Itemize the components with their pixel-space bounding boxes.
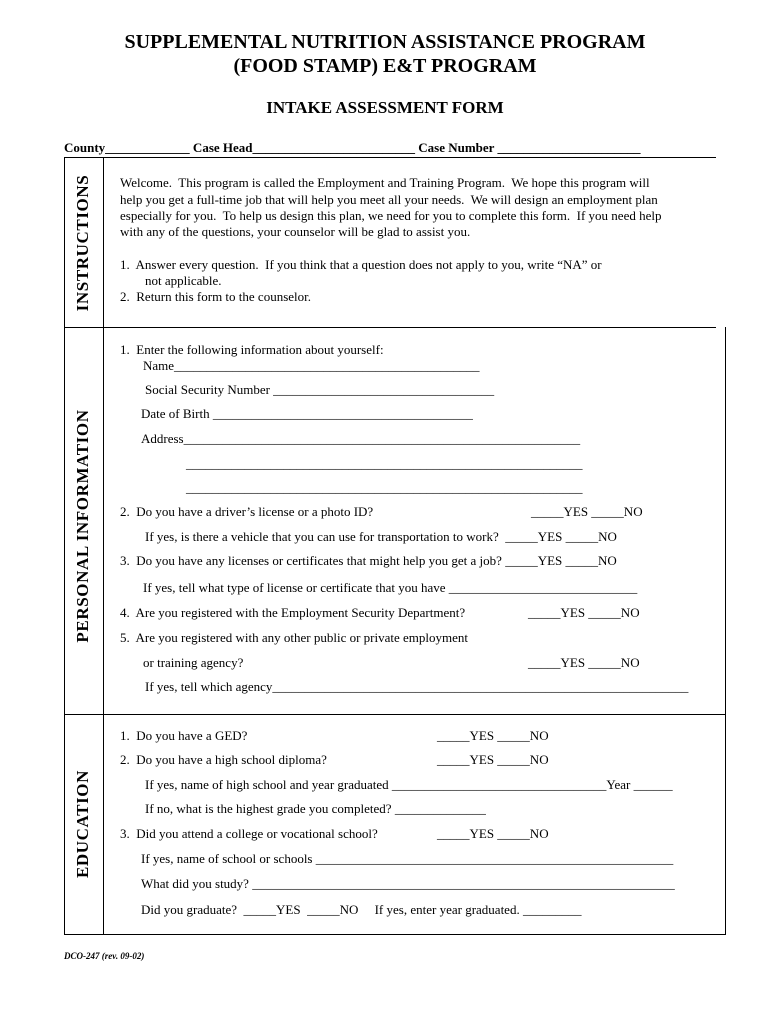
- personal-q4: 4. Are you registered with the Employment Security Department?: [120, 605, 466, 620]
- form-code: DCO-247 (rev. 09-02): [64, 951, 145, 961]
- top-rule: [64, 157, 716, 158]
- personal-divider: [103, 327, 104, 715]
- address-field-line-2[interactable]: _____________________________________________________________: [186, 456, 583, 471]
- title-line-1: SUPPLEMENTAL NUTRITION ASSISTANCE PROGRAM: [124, 31, 646, 53]
- personal-q3b[interactable]: If yes, tell what type of license or certificate that you have _____________________________: [143, 580, 638, 595]
- welcome-line-2: help you get a full-time job that will help you meet all your needs. We will design an employment plan: [120, 192, 658, 207]
- personal-q5: 5. Are you registered with any other public or private employment: [120, 630, 469, 645]
- personal-q5-answer[interactable]: _____YES _____NO: [528, 655, 640, 670]
- ssn-field[interactable]: Social Security Number __________________________________: [145, 382, 495, 397]
- personal-q1: 1. Enter the following information about yourself:: [120, 342, 384, 357]
- address-field-line-3[interactable]: _____________________________________________________________: [186, 480, 583, 495]
- address-field[interactable]: Address_____________________________________________________________: [141, 431, 581, 446]
- welcome-line-4: with any of the questions, your counselor will be glad to assist you.: [120, 224, 471, 239]
- education-q3-answer[interactable]: _____YES _____NO: [437, 826, 549, 841]
- instructions-label: INSTRUCTIONS: [73, 174, 92, 312]
- education-q2-answer[interactable]: _____YES _____NO: [437, 752, 549, 767]
- education-divider: [103, 714, 104, 934]
- instructions-left-border: [64, 157, 65, 327]
- title-line-2: (FOOD STAMP) E&T PROGRAM: [233, 55, 537, 77]
- welcome-line-1: Welcome. This program is called the Employment and Training Program. We hope this program will: [120, 175, 650, 190]
- education-q2c[interactable]: If no, what is the highest grade you completed? ______________: [145, 801, 486, 816]
- dob-field[interactable]: Date of Birth ________________________________________: [141, 406, 473, 421]
- personal-q2-answer[interactable]: _____YES _____NO: [531, 504, 643, 519]
- instruction-item-1: 1. Answer every question. If you think that a question does not apply to you, write “NA” or: [120, 257, 602, 272]
- personal-q2b[interactable]: If yes, is there a vehicle that you can use for transportation to work? _____YES _____NO: [145, 529, 617, 544]
- personal-information-label: PERSONAL INFORMATION: [73, 409, 92, 643]
- instruction-item-2: 2. Return this form to the counselor.: [120, 289, 312, 304]
- personal-q5-cont: or training agency?: [143, 655, 244, 670]
- instruction-item-1-cont: not applicable.: [145, 273, 222, 288]
- education-q2b[interactable]: If yes, name of high school and year graduated _________________________________Year ______: [145, 777, 673, 792]
- personal-q4-answer[interactable]: _____YES _____NO: [528, 605, 640, 620]
- education-q3: 3. Did you attend a college or vocational school?: [120, 826, 378, 841]
- welcome-line-3: especially for you. To help us design this plan, we need for you to complete this form. If you need help: [120, 208, 662, 223]
- instructions-divider: [103, 157, 104, 327]
- education-q3d[interactable]: Did you graduate? _____YES _____NO If yes, enter year graduated. _________: [141, 902, 582, 917]
- header-fields[interactable]: County_____________ Case Head_________________________ Case Number ______________________: [64, 140, 641, 155]
- education-q3b[interactable]: If yes, name of school or schools _______________________________________________________: [141, 851, 674, 866]
- personal-q2: 2. Do you have a driver’s license or a photo ID?: [120, 504, 374, 519]
- name-field[interactable]: Name_______________________________________________: [143, 358, 480, 373]
- education-label: EDUCATION: [73, 769, 92, 879]
- form-title: INTAKE ASSESSMENT FORM: [266, 98, 504, 117]
- education-q1-answer[interactable]: _____YES _____NO: [437, 728, 549, 743]
- education-q1: 1. Do you have a GED?: [120, 728, 248, 743]
- personal-q3[interactable]: 3. Do you have any licenses or certificates that might help you get a job? _____YES _____NO: [120, 553, 617, 568]
- personal-q5b[interactable]: If yes, tell which agency________________________________________________________________: [145, 679, 689, 694]
- education-q2: 2. Do you have a high school diploma?: [120, 752, 327, 767]
- education-q3c[interactable]: What did you study? _________________________________________________________________: [141, 876, 675, 891]
